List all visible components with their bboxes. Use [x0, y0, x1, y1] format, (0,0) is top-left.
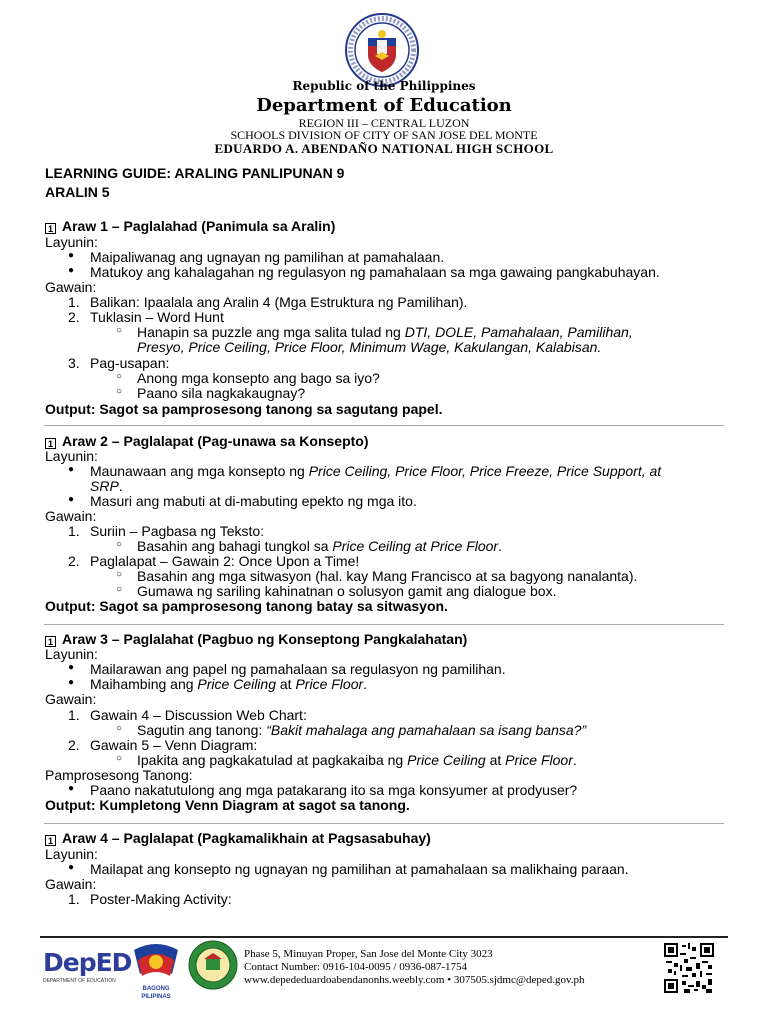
day3-output: Output: Kumpletong Venn Diagram at sagot sa tanong. [45, 797, 410, 813]
day2-activity-2-sub-1: Basahin ang mga sitwasyon (hal. kay Mang Francisco at sa bagyong nanalanta). [137, 568, 638, 584]
bullet-icon: ● [68, 783, 75, 794]
list-number: 2. [68, 553, 80, 569]
day2-activity-1-sub [137, 539, 502, 554]
day3-activity-2-sub [137, 753, 577, 768]
circle-bullet-icon: ○ [116, 325, 123, 336]
text-run: . [118, 478, 123, 494]
circle-bullet-icon: ○ [116, 386, 123, 397]
day1-question-2: Paano sila nagkakaugnay? [137, 385, 306, 401]
day4-heading [45, 831, 431, 846]
day2-activity-1: Suriin – Pagbasa ng Teksto: [90, 523, 265, 539]
number-one-icon: 1 [45, 438, 56, 449]
day2-output: Output: Sagot sa pamprosesong tanong batay sa sitwasyon. [45, 598, 448, 614]
day2-objective-2: Masuri ang mabuti at di-mabuting epekto ng mga ito. [90, 493, 417, 509]
day3-activity-1: Gawain 4 – Discussion Web Chart: [90, 707, 307, 723]
bullet-icon: ● [68, 265, 75, 276]
number-one-icon: 1 [45, 636, 56, 647]
list-number: 1. [68, 523, 80, 539]
day3-layunin-label: Layunin: [45, 646, 98, 662]
text-run-italic: Price Ceiling, Price Floor, Price Freeze, Price Support, at [308, 463, 662, 479]
day3-activity-1-sub [137, 723, 586, 738]
text-run: . [572, 752, 577, 768]
text-run-italic: Price Floor [295, 676, 364, 692]
list-number: 2. [68, 737, 80, 753]
day1-objective-2: Matukoy ang kahalagahan ng regulasyon ng pamahalaan sa mga gawaing pangkabuhayan. [90, 264, 660, 280]
guide-aralin: ARALIN 5 [45, 184, 110, 200]
day4-layunin-label: Layunin: [45, 846, 98, 862]
day2-objective-1 [90, 464, 661, 479]
day2-layunin-label: Layunin: [45, 448, 98, 464]
day4-objective-1: Mailapat ang konsepto ng ugnayan ng pamilihan at pamahalaan sa malikhaing paraan. [90, 861, 629, 877]
circle-bullet-icon: ○ [116, 753, 123, 764]
header-school: EDUARDO A. ABENDAÑO NATIONAL HIGH SCHOOL [214, 141, 554, 156]
day1-gawain-label: Gawain: [45, 279, 97, 295]
day2-activity-2-sub-2: Gumawa ng sariling kahinatnan o solusyon gamit ang dialogue box. [137, 583, 557, 599]
day1-layunin-label: Layunin: [45, 234, 98, 250]
list-number: 1. [68, 891, 80, 907]
circle-bullet-icon: ○ [116, 723, 123, 734]
day3-objective-2 [90, 677, 367, 692]
day1-activity-3: Pag-usapan: [90, 355, 170, 371]
day4-heading-text: Araw 4 – Paglalapat (Pagkamalikhain at Pagsasabuhay) [62, 830, 431, 846]
text-run: . [363, 676, 368, 692]
text-run-italic: Price Floor [505, 752, 573, 768]
day3-gawain-label: Gawain: [45, 691, 97, 707]
day2-heading [45, 434, 369, 449]
day1-activity-2-sub-cont: Presyo, Price Ceiling, Price Floor, Minimum Wage, Kakulangan, Kalabisan. [137, 339, 602, 355]
text-run: Maihambing ang [90, 676, 198, 692]
header-republic: Republic of the Philippines [292, 79, 476, 93]
divider [44, 823, 724, 824]
bullet-icon: ● [68, 250, 75, 261]
deped-logo-subtitle: DEPARTMENT OF EDUCATION [43, 978, 116, 984]
list-number: 1. [68, 294, 80, 310]
text-run-italic: Price Ceiling at Price Floor [332, 538, 499, 554]
circle-bullet-icon: ○ [116, 371, 123, 382]
deped-seal [344, 12, 420, 88]
bullet-icon: ● [68, 862, 75, 873]
text-run: Sagutin ang tanong: [137, 722, 267, 738]
list-number: 3. [68, 355, 80, 371]
text-run: Maunawaan ang mga konsepto ng [90, 463, 309, 479]
list-number: 2. [68, 309, 80, 325]
school-seal [188, 940, 238, 990]
bullet-icon: ● [68, 677, 75, 688]
header-division: SCHOOLS DIVISION OF CITY OF SAN JOSE DEL MONTE [230, 128, 538, 142]
circle-bullet-icon: ○ [116, 569, 123, 580]
text-run: Basahin ang bahagi tungkol sa [137, 538, 333, 554]
bagong-pilipinas-text: BAGONG PILIPINAS [141, 986, 171, 1000]
footer-web: www.depededuardoabendanonhs.weebly.com • 307505.sjdmc@deped.gov.ph [244, 974, 585, 986]
day1-activity-1: Balikan: Ipaalala ang Aralin 4 (Mga Estruktura ng Pamilihan). [90, 294, 468, 310]
bullet-icon: ● [68, 494, 75, 505]
day1-activity-2: Tuklasin – Word Hunt [90, 309, 224, 325]
text-run-italic: “Bakit mahalaga ang pamahalaan sa isang bansa?” [266, 722, 587, 738]
footer-address: Phase 5, Minuyan Proper, San Jose del Monte City 3023 [244, 948, 493, 960]
day3-heading-text: Araw 3 – Paglalahat (Pagbuo ng Konseptong Pangkalahatan) [62, 631, 468, 647]
text-run-italic: DTI, DOLE, Pamahalaan, Pamilihan, [404, 324, 633, 340]
divider [44, 624, 724, 625]
bagong-pilipinas-logo [128, 940, 184, 1000]
text-run: Ipakita ang pagkakatulad at pagkakaiba ng [137, 752, 408, 768]
day3-heading [45, 632, 467, 647]
deped-logo-text: DepED [43, 948, 132, 977]
number-one-icon: 1 [45, 223, 56, 234]
day2-heading-text: Araw 2 – Paglalapat (Pag-unawa sa Konsepto) [62, 433, 369, 449]
day2-activity-2: Paglalapat – Gawain 2: Once Upon a Time! [90, 553, 360, 569]
list-number: 1. [68, 707, 80, 723]
divider [44, 425, 724, 426]
qr-code [662, 941, 716, 995]
footer-contact: Contact Number: 0916-104-0095 / 0936-087-1754 [244, 961, 468, 973]
day3-objective-1: Mailarawan ang papel ng pamahalaan sa regulasyon ng pamilihan. [90, 661, 506, 677]
text-run-italic: Price Ceiling [407, 752, 486, 768]
text-run: Hanapin sa puzzle ang mga salita tulad ng [137, 324, 405, 340]
header-region: REGION III – CENTRAL LUZON [298, 116, 470, 130]
day1-question-1: Anong mga konsepto ang bago sa iyo? [137, 370, 380, 386]
day1-output: Output: Sagot sa pamprosesong tanong sa sagutang papel. [45, 401, 443, 417]
bullet-icon: ● [68, 464, 75, 475]
day2-gawain-label: Gawain: [45, 508, 97, 524]
text-run: at [276, 676, 296, 692]
text-run: at [485, 752, 506, 768]
number-one-icon: 1 [45, 835, 56, 846]
day1-activity-2-sub [137, 325, 633, 340]
text-run: . [498, 538, 502, 554]
day3-activity-2: Gawain 5 – Venn Diagram: [90, 737, 258, 753]
text-run-italic: SRP [90, 478, 119, 494]
header-department: Department of Education [256, 95, 512, 116]
text-run-italic: Price Ceiling [197, 676, 276, 692]
day2-objective-1-cont [90, 479, 123, 494]
day3-pamprosesong-label: Pamprosesong Tanong: [45, 767, 193, 783]
circle-bullet-icon: ○ [116, 584, 123, 595]
footer-rule [40, 936, 728, 938]
circle-bullet-icon: ○ [116, 539, 123, 550]
day4-gawain-label: Gawain: [45, 876, 97, 892]
day1-heading-text: Araw 1 – Paglalahad (Panimula sa Aralin) [62, 218, 336, 234]
day4-activity-1: Poster-Making Activity: [90, 891, 232, 907]
day1-objective-1: Maipaliwanag ang ugnayan ng pamilihan at pamahalaan. [90, 249, 445, 265]
guide-title: LEARNING GUIDE: ARALING PANLIPUNAN 9 [45, 165, 345, 181]
deped-logo [43, 948, 132, 988]
day3-question: Paano nakatutulong ang mga patakarang ito sa mga konsyumer at prodyuser? [90, 782, 578, 798]
day1-heading [45, 219, 335, 234]
bullet-icon: ● [68, 662, 75, 673]
